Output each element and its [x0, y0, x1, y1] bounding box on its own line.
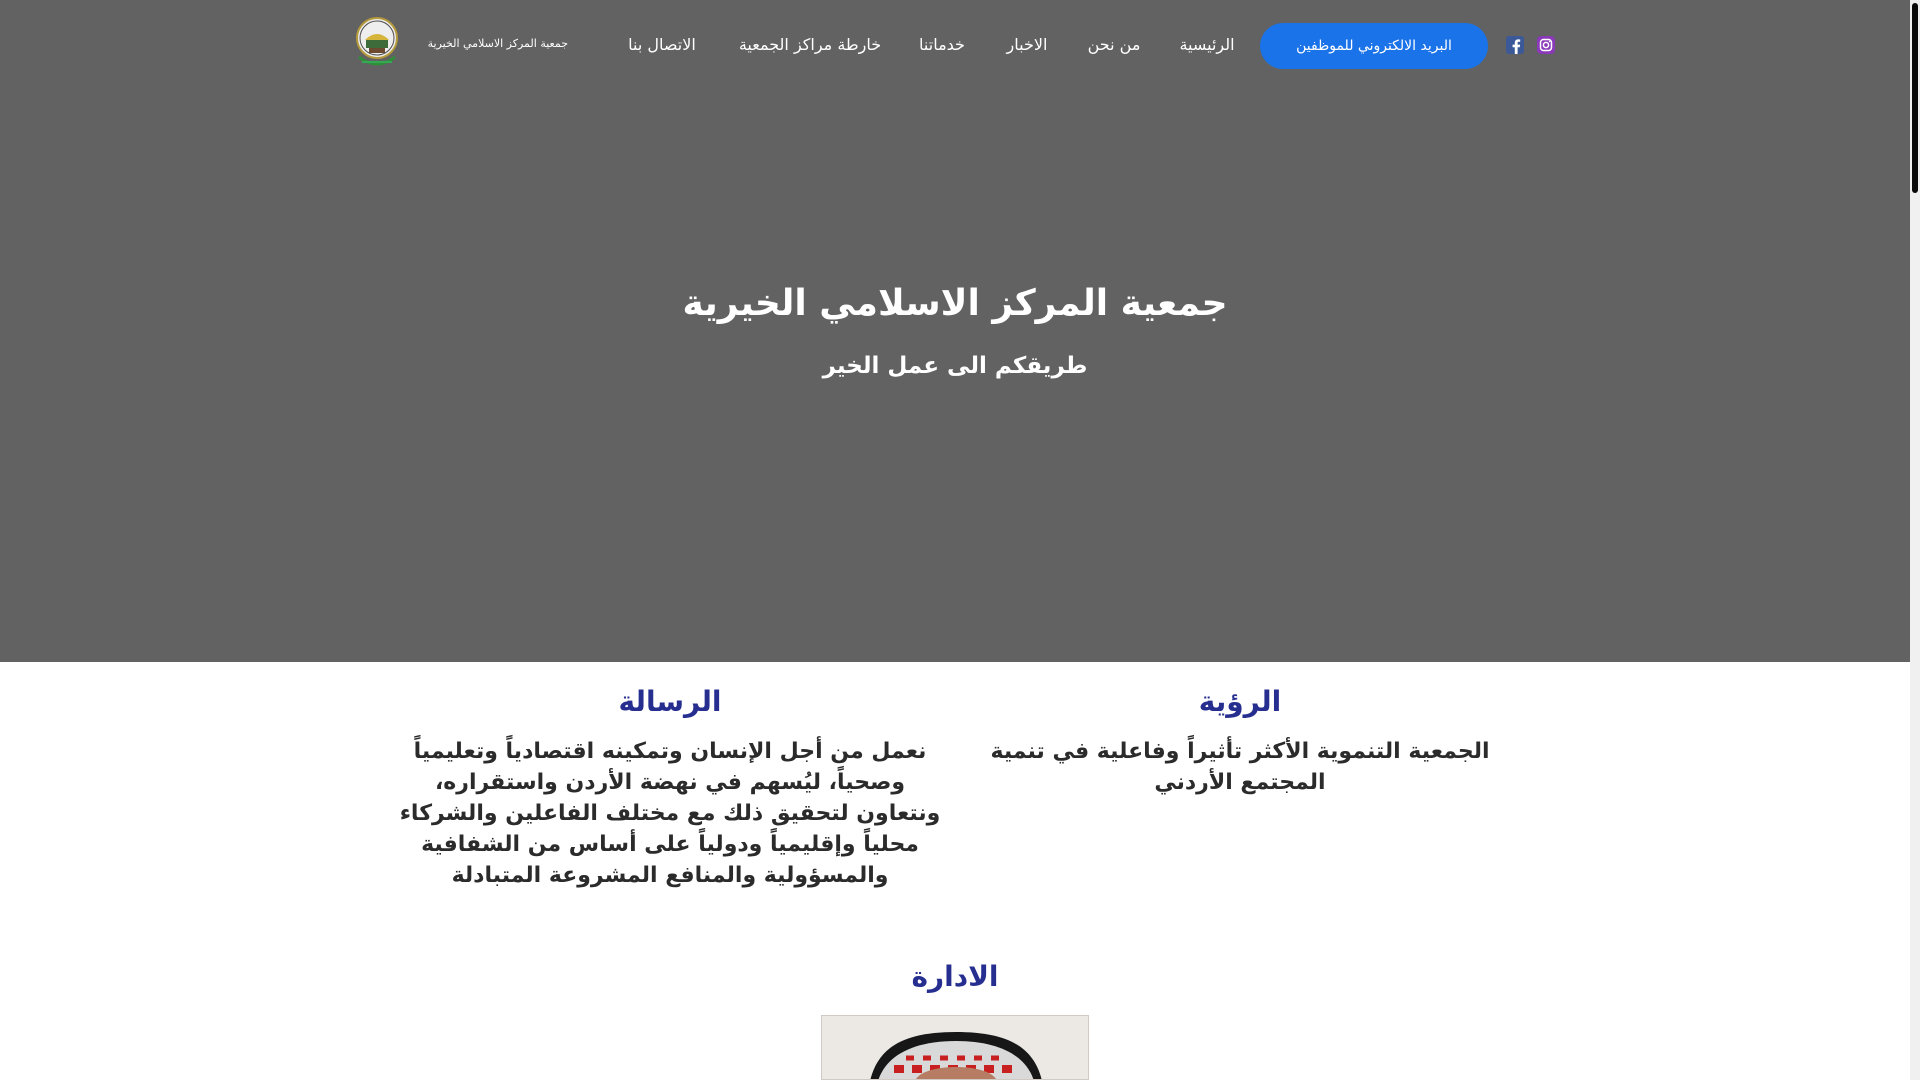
instagram-icon[interactable] — [1537, 36, 1555, 54]
facebook-icon[interactable] — [1506, 36, 1524, 54]
menu-item-centers-map[interactable]: خارطة مراكز الجمعية — [738, 35, 882, 54]
mission-title: الرسالة — [618, 685, 722, 718]
scrollbar-thumb[interactable] — [1912, 3, 1918, 193]
vision-text: الجمعية التنموية الأكثر تأثيراً وفاعلية في تنمية المجتمع الأردني — [990, 739, 1490, 795]
vertical-scrollbar[interactable] — [1910, 0, 1920, 1080]
menu-item-services[interactable]: خدماتنا — [919, 35, 965, 54]
hero-subtitle: طريقكم الى عمل الخير — [822, 353, 1088, 379]
hero-title: جمعية المركز الاسلامي الخيرية — [682, 283, 1228, 324]
employee-email-button[interactable]: البريد الالكتروني للموظفين — [1260, 23, 1488, 69]
logo-emblem — [354, 16, 400, 72]
vision-title: الرؤية — [1198, 685, 1282, 718]
menu-item-news[interactable]: الاخبار — [1006, 35, 1048, 54]
menu-item-about[interactable]: من نحن — [1087, 35, 1141, 54]
vision-section — [975, 682, 1505, 832]
brand-name[interactable]: جمعية المركز الاسلامي الخيرية — [427, 37, 568, 50]
administrator-photo-icon — [821, 1015, 1089, 1080]
mission-text: نعمل من أجل الإنسان وتمكينه اقتصادياً وتعليمياً وصحياً، ليُسهم في نهضة الأردن واستقراره، ونتعاون لتحقيق ذلك مع مختلف الفاعلين والشركاء محلياً وإقليمياً ودولياً على أساس من الشفافية والمسؤولية والمنافع المشروعة المتبادلة — [399, 739, 941, 888]
menu-item-contact[interactable]: الاتصال بنا — [628, 35, 696, 54]
administration-title: الادارة — [911, 960, 999, 993]
top-navigation — [0, 0, 1910, 90]
administrator-photo-svg — [822, 1016, 1089, 1080]
instagram-icon-svg — [1537, 36, 1555, 54]
menu-item-home[interactable]: الرئيسية — [1179, 35, 1235, 54]
mission-section — [395, 682, 945, 902]
facebook-icon-svg — [1506, 36, 1524, 54]
association-logo-icon[interactable] — [354, 16, 400, 72]
